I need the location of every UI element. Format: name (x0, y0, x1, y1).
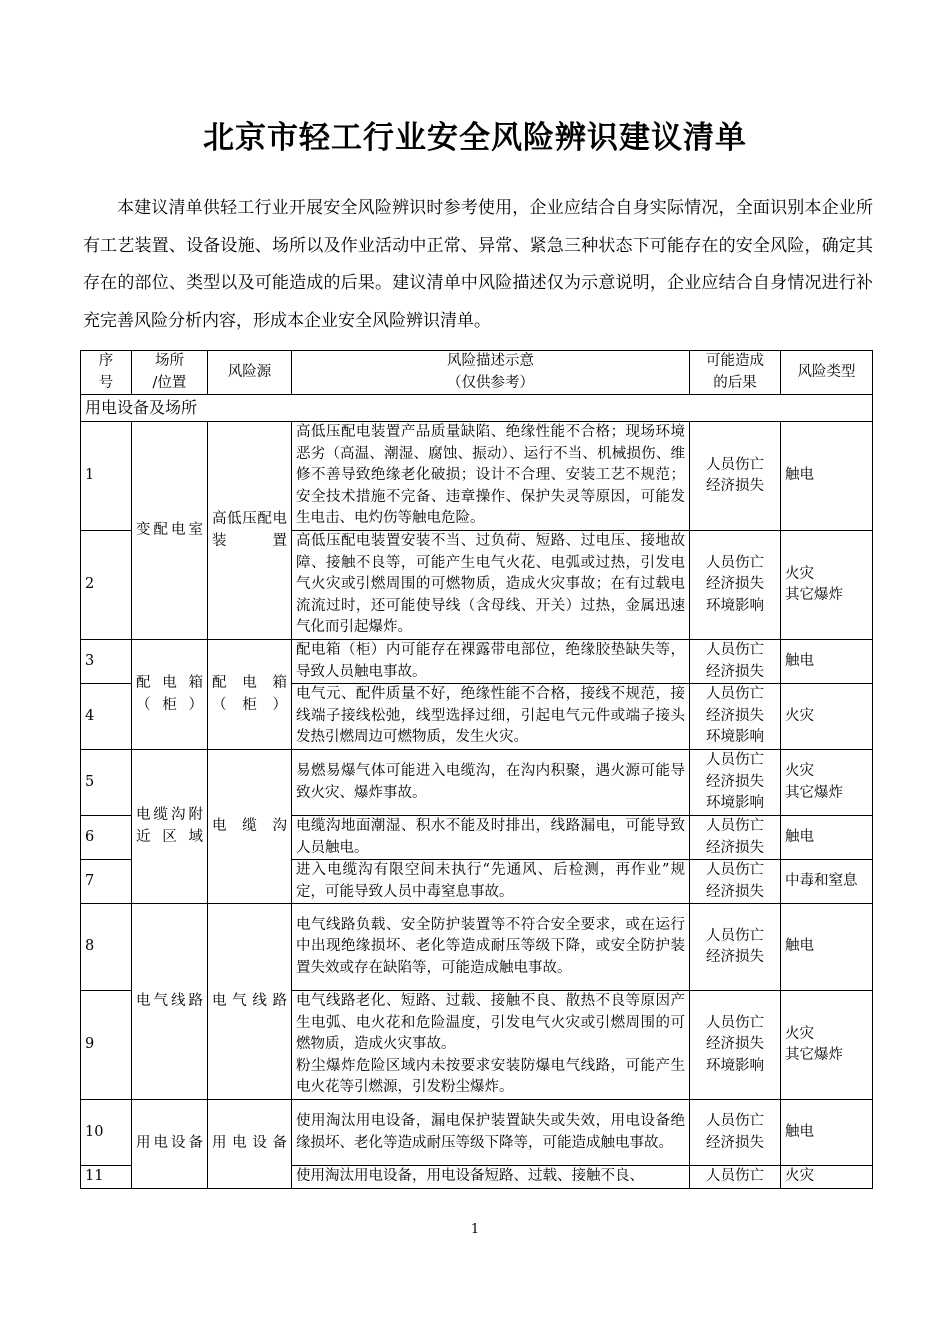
consequence-cell: 人员伤亡 经济损失 环境影响 (690, 684, 781, 750)
row-number: 8 (81, 904, 132, 991)
place-cell: 电气线路 (132, 904, 208, 1100)
risk-table (80, 350, 873, 1189)
risk-type-cell: 中毒和窒息 (781, 860, 873, 904)
row-number: 2 (81, 531, 132, 640)
source-cell: 高低压配电装置 (208, 422, 292, 640)
place-cell: 变配电室 (132, 422, 208, 640)
source-cell: 用电设备 (208, 1100, 292, 1189)
source-cell: 配电箱（柜） (208, 640, 292, 750)
header-place: 场所 /位置 (132, 351, 208, 395)
header-source: 风险源 (208, 351, 292, 395)
description-cell: 易燃易爆气体可能进入电缆沟，在沟内积聚，遇火源可能导致火灾、爆炸事故。 (292, 750, 690, 816)
table-header-row (81, 351, 873, 395)
intro-paragraph: 本建议清单供轻工行业开展安全风险辨识时参考使用，企业应结合自身实际情况，全面识别本企业所有工艺装置、设备设施、场所以及作业活动中正常、异常、紧急三种状态下可能存在的安全风险，确定其存在的部位、类型以及可能造成的后果。建议清单中风险描述仅为示意说明，企业应结合自身情况进行补充完善风险分析内容，形成本企业安全风险辨识清单。 (83, 198, 873, 331)
consequence-cell: 人员伤亡 经济损失 (690, 904, 781, 991)
risk-type-cell: 火灾 其它爆炸 (781, 750, 873, 816)
consequence-cell: 人员伤亡 (690, 1166, 781, 1189)
consequence-cell: 人员伤亡 经济损失 (690, 860, 781, 904)
description-cell: 配电箱（柜）内可能存在裸露带电部位，绝缘胶垫缺失等，导致人员触电事故。 (292, 640, 690, 684)
table-row (81, 640, 873, 684)
row-number: 11 (81, 1166, 132, 1189)
description-cell: 使用淘汰用电设备，漏电保护装置缺失或失效，用电设备绝缘损坏、老化等造成耐压等级下降等，可能造成触电事故。 (292, 1100, 690, 1166)
row-number: 4 (81, 684, 132, 750)
header-consequence: 可能造成 的后果 (690, 351, 781, 395)
row-number: 10 (81, 1100, 132, 1166)
consequence-cell: 人员伤亡 经济损失 (690, 640, 781, 684)
consequence-cell: 人员伤亡 经济损失 环境影响 (690, 750, 781, 816)
risk-type-cell: 触电 (781, 422, 873, 531)
consequence-cell: 人员伤亡 经济损失 环境影响 (690, 531, 781, 640)
risk-type-cell: 触电 (781, 1100, 873, 1166)
place-cell: 用电设备 (132, 1100, 208, 1189)
consequence-cell: 人员伤亡 经济损失 (690, 816, 781, 860)
description-cell: 进入电缆沟有限空间未执行“先通风、后检测，再作业”规定，可能导致人员中毒窒息事故。 (292, 860, 690, 904)
source-cell: 电缆沟 (208, 750, 292, 904)
row-number: 3 (81, 640, 132, 684)
consequence-cell: 人员伤亡 经济损失 环境影响 (690, 991, 781, 1100)
page-title: 北京市轻工行业安全风险辨识建议清单 (203, 120, 747, 156)
header-description: 风险描述示意 （仅供参考） (292, 351, 690, 395)
risk-type-cell: 火灾 (781, 684, 873, 750)
header-no: 序 号 (81, 351, 132, 395)
description-cell: 高低压配电装置产品质量缺陷、绝缘性能不合格；现场环境恶劣（高温、潮湿、腐蚀、振动）、运行不当、机械损伤、维修不善导致绝缘老化破损；设计不合理、安装工艺不规范；安全技术措施不完备、违章操作、保护失灵等原因，可能发生电击、电灼伤等触电危险。 (292, 422, 690, 531)
table-row (81, 750, 873, 816)
risk-type-cell: 火灾 其它爆炸 (781, 531, 873, 640)
table-row (81, 904, 873, 991)
description-cell: 电气线路负载、安全防护装置等不符合安全要求，或在运行中出现绝缘损坏、老化等造成耐压等级下降，或安全防护装置失效或存在缺陷等，可能造成触电事故。 (292, 904, 690, 991)
risk-type-cell: 火灾 其它爆炸 (781, 991, 873, 1100)
place-cell: 配电箱（柜） (132, 640, 208, 750)
risk-type-cell: 触电 (781, 816, 873, 860)
description-cell: 电缆沟地面潮湿、积水不能及时排出，线路漏电，可能导致人员触电。 (292, 816, 690, 860)
row-number: 5 (81, 750, 132, 816)
consequence-cell: 人员伤亡 经济损失 (690, 1100, 781, 1166)
place-cell: 电缆沟附近区域 (132, 750, 208, 904)
risk-type-cell: 触电 (781, 640, 873, 684)
source-cell: 电气线路 (208, 904, 292, 1100)
header-type: 风险类型 (781, 351, 873, 395)
description-cell: 电气元、配件质量不好，绝缘性能不合格，接线不规范，接线端子接线松弛，线型选择过细，引起电气元件或端子接头发热引燃周边可燃物质，发生火灾。 (292, 684, 690, 750)
risk-type-cell: 触电 (781, 904, 873, 991)
description-cell: 使用淘汰用电设备，用电设备短路、过载、接触不良、 (292, 1166, 690, 1189)
row-number: 1 (81, 422, 132, 531)
risk-type-cell: 火灾 (781, 1166, 873, 1189)
consequence-cell: 人员伤亡 经济损失 (690, 422, 781, 531)
table-row (81, 1100, 873, 1166)
description-cell: 电气线路老化、短路、过载、接触不良、散热不良等原因产生电弧、电火花和危险温度，引发电气火灾或引燃周围的可燃物质，造成火灾事故。 粉尘爆炸危险区域内未按要求安装防爆电气线路，可能产生电火花等引燃源，引发粉尘爆炸。 (292, 991, 690, 1100)
table-row (81, 422, 873, 531)
row-number: 6 (81, 816, 132, 860)
section-row (81, 395, 873, 422)
description-cell: 高低压配电装置安装不当、过负荷、短路、过电压、接地故障、接触不良等，可能产生电气火花、电弧或过热，引发电气火灾或引燃周围的可燃物质，造成火灾事故；在有过载电流流过时，还可能使导线（含母线、开关）过热，金属迅速气化而引起爆炸。 (292, 531, 690, 640)
row-number: 7 (81, 860, 132, 904)
page-number: 1 (470, 1222, 480, 1237)
row-number: 9 (81, 991, 132, 1100)
section-title: 用电设备及场所 (81, 395, 873, 422)
